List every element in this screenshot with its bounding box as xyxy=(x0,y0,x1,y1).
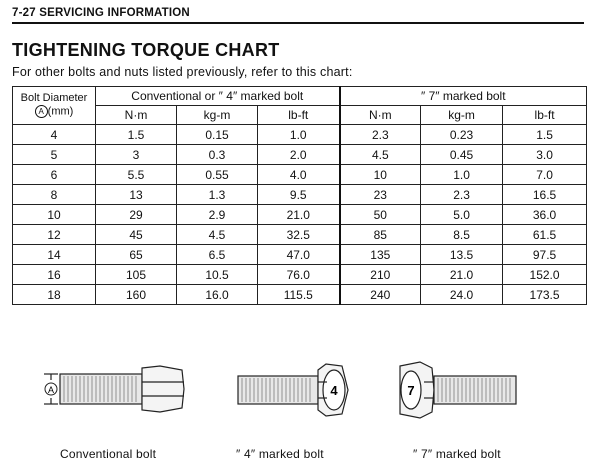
torque-value-cell: 115.5 xyxy=(258,285,340,305)
page-subtitle: For other bolts and nuts listed previously, refer to this chart: xyxy=(12,65,353,79)
bolt-diameter-cell: 10 xyxy=(13,205,96,225)
table-row xyxy=(13,165,587,185)
conventional-bolt-illustration xyxy=(44,366,184,412)
section-header-text: 7-27 SERVICING INFORMATION xyxy=(12,7,190,19)
torque-value-cell: 2.3 xyxy=(340,125,421,145)
torque-value-cell: 1.5 xyxy=(503,125,587,145)
torque-value-cell: 10 xyxy=(340,165,421,185)
torque-value-cell: 2.0 xyxy=(258,145,340,165)
torque-value-cell: 5.5 xyxy=(96,165,177,185)
diameter-symbol-icon: A xyxy=(35,105,48,118)
section-header xyxy=(12,5,584,24)
seven-mark: 7 xyxy=(407,383,415,398)
table-row xyxy=(13,185,587,205)
unit-header: N·m xyxy=(340,106,421,125)
table-row xyxy=(13,145,587,165)
torque-value-cell: 1.0 xyxy=(258,125,340,145)
torque-value-cell: 1.3 xyxy=(177,185,258,205)
torque-table xyxy=(12,86,587,305)
torque-value-cell: 29 xyxy=(96,205,177,225)
dimension-label: A xyxy=(47,385,55,395)
torque-value-cell: 4.0 xyxy=(258,165,340,185)
torque-value-cell: 47.0 xyxy=(258,245,340,265)
bolt-diameter-cell: 16 xyxy=(13,265,96,285)
torque-value-cell: 65 xyxy=(96,245,177,265)
torque-value-cell: 173.5 xyxy=(503,285,587,305)
torque-value-cell: 240 xyxy=(340,285,421,305)
bolt-diameter-cell: 18 xyxy=(13,285,96,305)
bolt-diameter-cell: 8 xyxy=(13,185,96,205)
unit-header: lb-ft xyxy=(258,106,340,125)
torque-value-cell: 23 xyxy=(340,185,421,205)
torque-value-cell: 2.3 xyxy=(421,185,503,205)
bolt-illustrations xyxy=(0,350,602,430)
torque-value-cell: 3 xyxy=(96,145,177,165)
four-mark: 4 xyxy=(330,383,338,398)
torque-value-cell: 10.5 xyxy=(177,265,258,285)
caption-conventional-bolt: Conventional bolt xyxy=(60,447,157,461)
torque-value-cell: 76.0 xyxy=(258,265,340,285)
torque-value-cell: 105 xyxy=(96,265,177,285)
unit-header: kg-m xyxy=(177,106,258,125)
torque-value-cell: 4.5 xyxy=(340,145,421,165)
torque-value-cell: 5.0 xyxy=(421,205,503,225)
unit-header: lb-ft xyxy=(503,106,587,125)
torque-value-cell: 24.0 xyxy=(421,285,503,305)
torque-value-cell: 160 xyxy=(96,285,177,305)
torque-value-cell: 0.45 xyxy=(421,145,503,165)
torque-value-cell: 0.23 xyxy=(421,125,503,145)
torque-value-cell: 16.0 xyxy=(177,285,258,305)
torque-value-cell: 1.0 xyxy=(421,165,503,185)
torque-value-cell: 45 xyxy=(96,225,177,245)
conventional-group-header: Conventional or ″ 4″ marked bolt xyxy=(96,87,340,106)
torque-value-cell: 8.5 xyxy=(421,225,503,245)
torque-value-cell: 97.5 xyxy=(503,245,587,265)
table-header-row xyxy=(13,87,587,106)
bolt-diameter-label: Bolt Diameter xyxy=(20,92,88,105)
torque-value-cell: 1.5 xyxy=(96,125,177,145)
torque-value-cell: 4.5 xyxy=(177,225,258,245)
torque-value-cell: 61.5 xyxy=(503,225,587,245)
torque-value-cell: 32.5 xyxy=(258,225,340,245)
table-row xyxy=(13,225,587,245)
torque-value-cell: 6.5 xyxy=(177,245,258,265)
torque-value-cell: 21.0 xyxy=(258,205,340,225)
torque-value-cell: 16.5 xyxy=(503,185,587,205)
torque-value-cell: 7.0 xyxy=(503,165,587,185)
torque-value-cell: 0.55 xyxy=(177,165,258,185)
unit-header: kg-m xyxy=(421,106,503,125)
bolt-diameter-cell: 5 xyxy=(13,145,96,165)
table-body xyxy=(13,125,587,305)
torque-value-cell: 13 xyxy=(96,185,177,205)
torque-value-cell: 13.5 xyxy=(421,245,503,265)
torque-value-cell: 2.9 xyxy=(177,205,258,225)
seven-group-header: ″ 7″ marked bolt xyxy=(340,87,587,106)
torque-value-cell: 9.5 xyxy=(258,185,340,205)
torque-value-cell: 0.15 xyxy=(177,125,258,145)
bolt-diameter-cell: 14 xyxy=(13,245,96,265)
bolt-diameter-cell: 12 xyxy=(13,225,96,245)
bolt-diameter-cell: 4 xyxy=(13,125,96,145)
table-row xyxy=(13,245,587,265)
unit-header: N·m xyxy=(96,106,177,125)
table-row xyxy=(13,265,587,285)
torque-value-cell: 36.0 xyxy=(503,205,587,225)
bolt-diameter-header xyxy=(13,87,96,125)
torque-value-cell: 21.0 xyxy=(421,265,503,285)
table-unit-row xyxy=(13,106,587,125)
torque-value-cell: 85 xyxy=(340,225,421,245)
torque-value-cell: 135 xyxy=(340,245,421,265)
torque-value-cell: 3.0 xyxy=(503,145,587,165)
bolt-diameter-unit-line xyxy=(13,105,95,118)
table-row xyxy=(13,205,587,225)
bolt-diameter-cell: 6 xyxy=(13,165,96,185)
bolt-diameter-unit: (mm) xyxy=(47,105,74,118)
caption-four-marked-bolt: ″ 4″ marked bolt xyxy=(236,447,324,461)
table-row xyxy=(13,285,587,305)
torque-value-cell: 0.3 xyxy=(177,145,258,165)
page-title: TIGHTENING TORQUE CHART xyxy=(12,40,280,60)
torque-value-cell: 50 xyxy=(340,205,421,225)
torque-value-cell: 152.0 xyxy=(503,265,587,285)
torque-value-cell: 210 xyxy=(340,265,421,285)
caption-seven-marked-bolt: ″ 7″ marked bolt xyxy=(413,447,501,461)
seven-marked-bolt-illustration xyxy=(400,362,516,418)
table-row xyxy=(13,125,587,145)
